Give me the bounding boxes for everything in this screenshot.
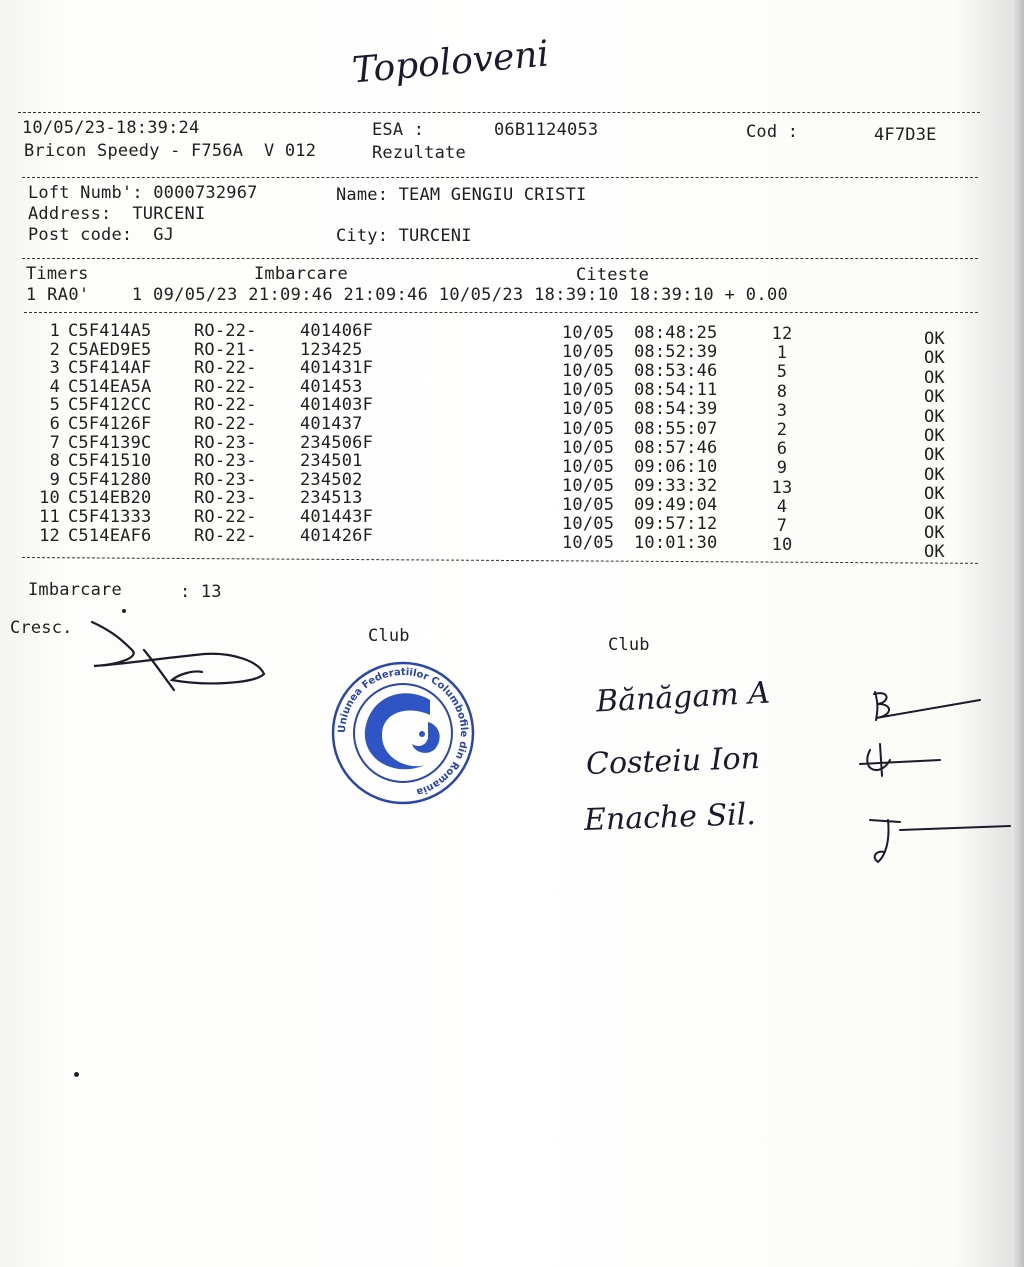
result-time: 08:57:46 bbox=[634, 437, 718, 458]
result-pos: 10 bbox=[771, 535, 793, 556]
club-label-stamp: Club bbox=[368, 626, 410, 646]
result-status: OK bbox=[924, 484, 945, 505]
result-chip: C5AED9E5 bbox=[68, 339, 152, 360]
result-chip: C5F412CC bbox=[68, 395, 152, 416]
loft-address: Address: TURCENI bbox=[28, 204, 206, 224]
result-status: OK bbox=[924, 329, 945, 349]
result-chip: C5F414AF bbox=[68, 358, 152, 379]
report-type: Rezultate bbox=[372, 143, 466, 163]
result-pos: 13 bbox=[771, 477, 793, 498]
result-date: 10/05 bbox=[562, 494, 615, 515]
result-pos: 2 bbox=[776, 420, 788, 440]
result-ring: 401426F bbox=[300, 525, 374, 546]
result-ring: 123425 bbox=[300, 339, 363, 360]
loft-name: Name: TEAM GENGIU CRISTI bbox=[336, 185, 587, 205]
result-ring: 401453 bbox=[300, 376, 363, 397]
result-series: RO-22- bbox=[194, 395, 257, 416]
result-status: OK bbox=[924, 387, 945, 408]
report-datetime: 10/05/23-18:39:24 bbox=[22, 118, 200, 138]
result-time: 09:49:04 bbox=[634, 494, 718, 515]
paper-edge-shadow bbox=[1012, 0, 1024, 1267]
result-status: OK bbox=[924, 464, 945, 485]
result-series: RO-22- bbox=[194, 507, 257, 527]
result-no: 2 bbox=[49, 339, 60, 360]
result-ring: 401431F bbox=[300, 358, 374, 379]
timers-imbarcare-label: Imbarcare bbox=[254, 264, 348, 284]
timer-row: 1 RA0' 1 09/05/23 21:09:46 21:09:46 10/05/23 18:39:10 18:39:10 + 0.00 bbox=[26, 285, 789, 305]
result-chip: C514EAF6 bbox=[68, 525, 152, 546]
result-no: 6 bbox=[49, 414, 60, 434]
device-model: Bricon Speedy - F756A V 012 bbox=[24, 141, 317, 161]
result-ring: 401437 bbox=[300, 414, 363, 434]
result-ring: 234506F bbox=[300, 432, 374, 453]
signatory-2: Costeiu Ion bbox=[585, 740, 761, 783]
esa-label: ESA : bbox=[372, 120, 425, 140]
imbarcare-total-value: : 13 bbox=[180, 582, 222, 602]
cresc-label: Cresc. bbox=[10, 618, 73, 638]
result-no: 4 bbox=[49, 376, 60, 397]
result-status: OK bbox=[924, 445, 945, 466]
result-pos: 8 bbox=[776, 381, 788, 402]
result-date: 10/05 bbox=[562, 437, 615, 458]
result-chip: C514EB20 bbox=[68, 488, 152, 509]
loft-number: Loft Numb': 0000732967 bbox=[28, 183, 258, 203]
imbarcare-total-label: Imbarcare bbox=[28, 580, 122, 600]
result-time: 10:01:30 bbox=[634, 533, 718, 554]
result-no: 11 bbox=[39, 507, 60, 527]
result-series: RO-23- bbox=[194, 469, 257, 490]
timers-label: Timers bbox=[26, 264, 89, 284]
divider-top bbox=[18, 112, 980, 113]
result-ring: 234501 bbox=[300, 451, 363, 472]
result-no: 3 bbox=[49, 358, 60, 379]
result-date: 10/05 bbox=[562, 475, 615, 496]
loft-city: City: TURCENI bbox=[336, 226, 472, 246]
result-series: RO-22- bbox=[194, 358, 257, 379]
result-date: 10/05 bbox=[562, 514, 615, 534]
result-no: 5 bbox=[49, 395, 60, 416]
signatory-1: Bănăgam A bbox=[595, 675, 771, 720]
signature-marks bbox=[840, 680, 1020, 880]
signatory-3: Enache Sil. bbox=[583, 797, 757, 838]
divider-loft bbox=[22, 258, 978, 259]
result-time: 09:57:12 bbox=[634, 514, 718, 534]
result-date: 10/05 bbox=[562, 380, 615, 401]
result-time: 08:54:11 bbox=[634, 380, 718, 401]
result-time: 08:48:25 bbox=[634, 323, 718, 343]
breeder-signature bbox=[84, 612, 274, 702]
result-series: RO-23- bbox=[194, 432, 257, 453]
club-stamp bbox=[330, 660, 476, 806]
cod-value: 4F7D3E bbox=[874, 125, 937, 145]
result-ring: 234502 bbox=[300, 469, 363, 490]
result-status: OK bbox=[924, 406, 945, 427]
result-no: 9 bbox=[49, 469, 60, 490]
handwritten-title: Topoloveni bbox=[350, 33, 551, 92]
stamp-ring-text: Uniunea Federatiilor Columbofile din Romania bbox=[336, 666, 470, 798]
ink-dot bbox=[122, 609, 126, 613]
result-series: RO-22- bbox=[194, 321, 257, 341]
divider-header bbox=[22, 177, 978, 178]
result-pos: 9 bbox=[776, 458, 788, 479]
result-date: 10/05 bbox=[562, 399, 615, 420]
result-no: 10 bbox=[39, 488, 60, 509]
result-date: 10/05 bbox=[562, 323, 615, 343]
result-pos: 1 bbox=[776, 343, 788, 364]
result-chip: C5F41280 bbox=[68, 469, 152, 490]
result-series: RO-23- bbox=[194, 451, 257, 472]
result-chip: C514EA5A bbox=[68, 376, 152, 397]
result-pos: 5 bbox=[776, 362, 788, 383]
result-pos: 12 bbox=[771, 324, 793, 344]
result-status: OK bbox=[924, 348, 945, 369]
ink-dot bbox=[74, 1072, 79, 1077]
result-date: 10/05 bbox=[562, 361, 615, 382]
result-status: OK bbox=[924, 503, 945, 524]
result-no: 7 bbox=[49, 432, 60, 453]
esa-value: 06B1124053 bbox=[494, 120, 599, 140]
result-status: OK bbox=[924, 523, 945, 543]
result-status: OK bbox=[924, 426, 945, 446]
result-date: 10/05 bbox=[562, 342, 615, 363]
result-date: 10/05 bbox=[562, 533, 615, 554]
result-no: 12 bbox=[39, 525, 60, 546]
club-label-signatures: Club bbox=[608, 635, 650, 655]
result-status: OK bbox=[924, 367, 945, 388]
divider-timers bbox=[24, 312, 978, 313]
result-series: RO-23- bbox=[194, 488, 257, 509]
result-pos: 7 bbox=[776, 516, 788, 536]
result-time: 08:53:46 bbox=[634, 361, 718, 382]
result-series: RO-22- bbox=[194, 414, 257, 434]
result-series: RO-21- bbox=[194, 339, 257, 360]
result-series: RO-22- bbox=[194, 376, 257, 397]
timers-citeste-label: Citeste bbox=[576, 265, 650, 285]
result-date: 10/05 bbox=[562, 456, 615, 477]
result-ring: 234513 bbox=[300, 488, 363, 509]
result-no: 8 bbox=[49, 451, 60, 472]
result-time: 08:55:07 bbox=[634, 418, 718, 439]
result-pos: 3 bbox=[776, 400, 788, 421]
result-time: 08:52:39 bbox=[634, 342, 718, 363]
result-pos: 4 bbox=[776, 496, 788, 517]
result-ring: 401443F bbox=[300, 507, 374, 527]
result-ring: 401403F bbox=[300, 395, 374, 416]
result-no: 1 bbox=[49, 321, 60, 341]
result-series: RO-22- bbox=[194, 525, 257, 546]
result-ring: 401406F bbox=[300, 321, 374, 341]
loft-post-code: Post code: GJ bbox=[28, 225, 175, 245]
cod-label: Cod : bbox=[746, 122, 799, 142]
result-time: 08:54:39 bbox=[634, 399, 718, 420]
result-date: 10/05 bbox=[562, 418, 615, 439]
result-time: 09:06:10 bbox=[634, 456, 718, 477]
result-time: 09:33:32 bbox=[634, 475, 718, 496]
result-chip: C5F41333 bbox=[68, 507, 152, 527]
result-pos: 6 bbox=[776, 439, 788, 460]
result-status: OK bbox=[924, 542, 945, 563]
result-chip: C5F4139C bbox=[68, 432, 152, 453]
result-chip: C5F414A5 bbox=[68, 321, 152, 341]
result-chip: C5F41510 bbox=[68, 451, 152, 472]
result-chip: C5F4126F bbox=[68, 414, 152, 434]
